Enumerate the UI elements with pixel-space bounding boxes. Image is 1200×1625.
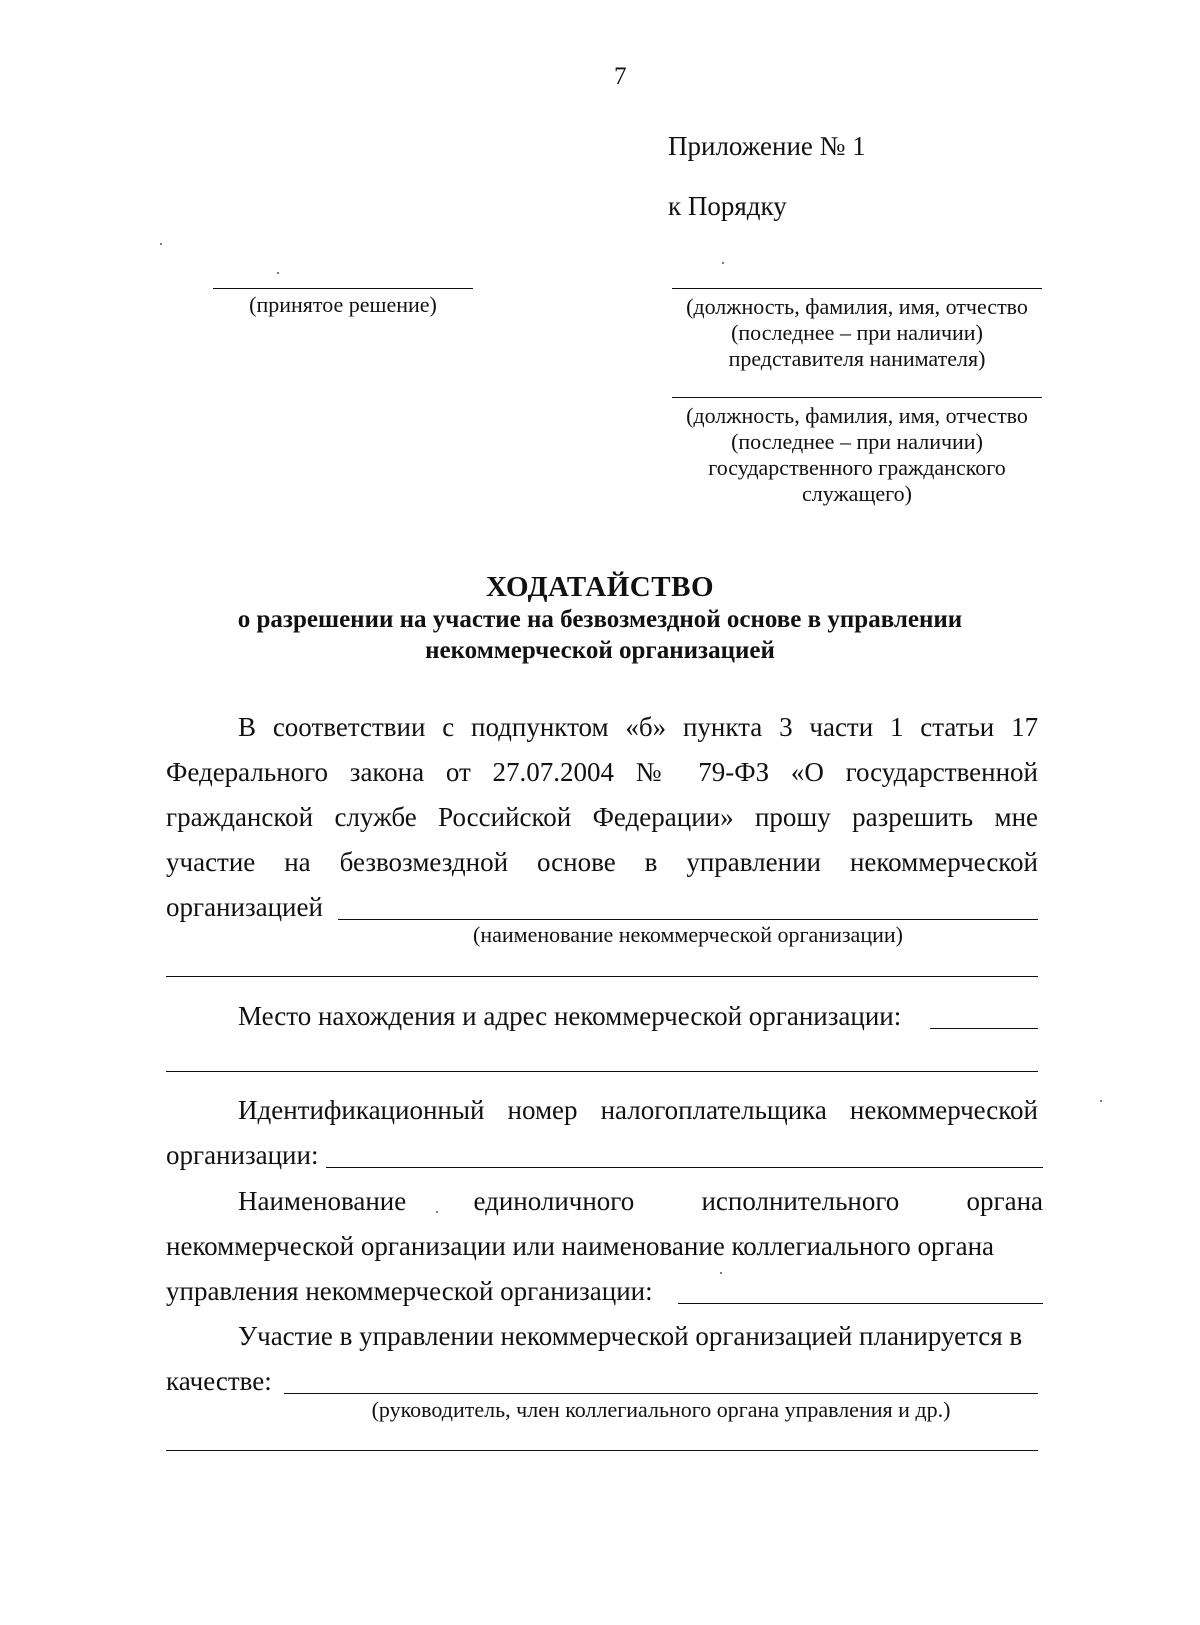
heading-subtitle-line1: о разрешении на участие на безвозмездной основе в управлении (237, 606, 963, 633)
word: части (809, 712, 874, 742)
civil-servant-caption (672, 405, 1042, 509)
participation-line1: Участие в управлении некоммерческой организацией планируется в (238, 1321, 1023, 1351)
paragraph1-line2 (166, 759, 1038, 786)
word: некоммерческой (849, 1095, 1038, 1125)
document-heading (160, 573, 1040, 669)
executive-body-line1 (238, 1188, 1043, 1215)
word: прошу (754, 802, 831, 832)
civil-servant-caption-line4: служащего) (802, 481, 912, 506)
word: Наименование (238, 1186, 407, 1216)
employer-rep-caption-line2: (последнее – при наличии) (731, 320, 983, 345)
scan-speck (1100, 1100, 1102, 1102)
word: 1 (889, 712, 904, 742)
page-number: 7 (614, 63, 627, 90)
word: разрешить (852, 802, 974, 832)
location-label: Место нахождения и адрес некоммерческой организации: (238, 1001, 902, 1031)
word: 17 (1011, 712, 1039, 742)
word: с (442, 712, 455, 742)
word: Федерации» (592, 802, 734, 832)
heading-subtitle-line2: некоммерческой организацией (425, 637, 775, 664)
civil-servant-caption-line3: государственного гражданского (708, 455, 1006, 480)
location-line-2 (166, 1071, 1038, 1072)
word: закона (349, 757, 425, 787)
employer-rep-caption-line1: (должность, фамилия, имя, отчество (686, 294, 1028, 319)
org-name-line (338, 919, 1038, 920)
word: пункта (682, 712, 763, 742)
role-line (284, 1393, 1038, 1394)
employer-rep-line (672, 288, 1042, 289)
org-name-caption: (наименование некоммерческой организации) (473, 922, 903, 947)
participation-line2: качестве: (166, 1366, 272, 1396)
scan-speck (436, 1211, 438, 1213)
word: статьи (920, 712, 995, 742)
paragraph1-line5: организацией (166, 892, 323, 922)
appendix-to-order: к Порядку (668, 191, 787, 221)
scan-speck (722, 262, 724, 264)
word: «б» (625, 712, 667, 742)
inn-line (326, 1167, 1043, 1168)
word: соответствии (272, 712, 426, 742)
word: «О (790, 757, 824, 787)
word: управлении (686, 847, 821, 877)
word: номер (507, 1095, 578, 1125)
word: 27.07.2004 (492, 757, 615, 787)
word: налогоплательщика (600, 1095, 827, 1125)
inn-line2: организации: (166, 1140, 319, 1170)
word: подпунктом (471, 712, 609, 742)
word: гражданской (166, 802, 314, 832)
word: некоммерческой (849, 847, 1039, 877)
employer-rep-caption (672, 296, 1042, 374)
civil-servant-line (672, 397, 1042, 398)
word: службе (334, 802, 417, 832)
word: Федерального (166, 757, 329, 787)
inn-line1 (238, 1097, 1038, 1124)
decision-caption: (принятое решение) (249, 292, 437, 317)
heading-title: ХОДАТАЙСТВО (485, 571, 714, 603)
word: № 79-ФЗ (635, 757, 770, 787)
scan-speck (720, 1272, 722, 1274)
word: безвозмездной (339, 847, 509, 877)
civil-servant-caption-line1: (должность, фамилия, имя, отчество (686, 403, 1028, 428)
appendix-title: Приложение № 1 (668, 131, 866, 161)
executive-body-line3: управления некоммерческой организации: (166, 1276, 653, 1306)
word: исполнительного (701, 1186, 900, 1216)
word: от (445, 757, 471, 787)
paragraph1-line3 (166, 804, 1038, 831)
word: основе (537, 847, 616, 877)
word: единоличного (473, 1186, 635, 1216)
word: Российской (438, 802, 572, 832)
executive-body-line2: некоммерческой организации или наименование коллегиального органа (166, 1231, 994, 1261)
word: участие (166, 847, 256, 877)
scan-speck (277, 272, 279, 274)
role-line-2 (166, 1450, 1038, 1451)
paragraph1-line1 (238, 714, 1038, 741)
executive-body-line (678, 1303, 1043, 1304)
decision-line (213, 288, 473, 289)
word: государственной (845, 757, 1039, 787)
word: мне (994, 802, 1039, 832)
civil-servant-caption-line2: (последнее – при наличии) (731, 429, 983, 454)
word: в (644, 847, 658, 877)
word: В (238, 712, 257, 742)
word: на (284, 847, 311, 877)
role-caption: (руководитель, член коллегиального органа управления и др.) (371, 1397, 951, 1422)
paragraph1-line4 (166, 849, 1038, 876)
word: органа (966, 1186, 1044, 1216)
org-name-line-2 (166, 976, 1038, 977)
word: Идентификационный (238, 1095, 485, 1125)
scan-speck (160, 243, 162, 245)
employer-rep-caption-line3: представителя нанимателя) (728, 346, 986, 371)
word: 3 (779, 712, 793, 742)
location-line (930, 1028, 1038, 1029)
